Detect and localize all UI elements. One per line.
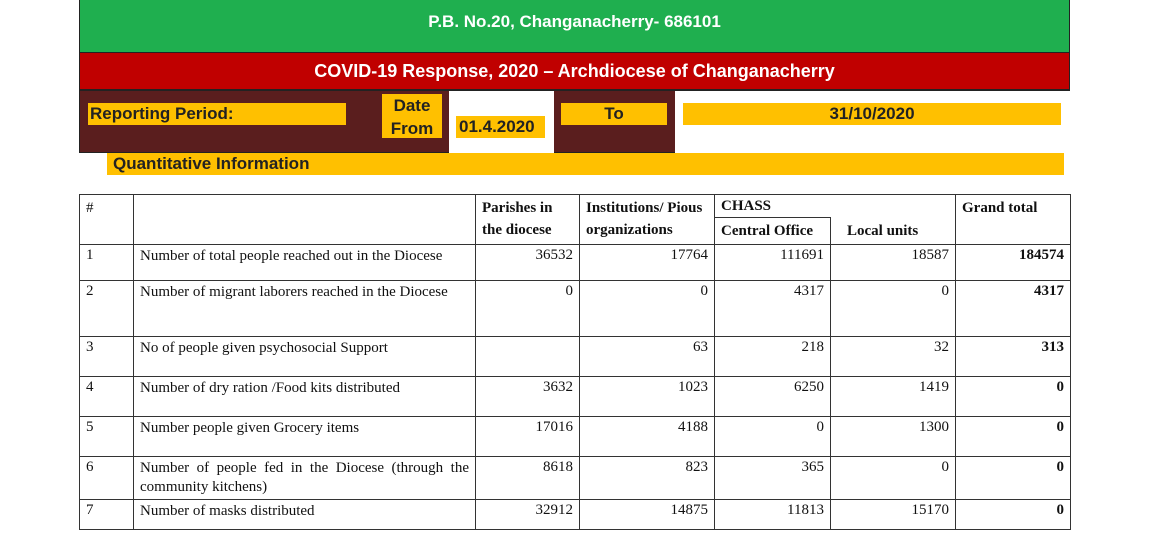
row-institutions-value: 1023: [580, 377, 715, 417]
col-parishes-header: Parishes in the diocese: [476, 195, 580, 245]
row-local-units-value: 18587: [831, 245, 956, 281]
row-institutions-value: 0: [580, 281, 715, 337]
row-description: Number of dry ration /Food kits distributed: [134, 377, 476, 417]
table-row: [80, 245, 1071, 281]
row-central-office-value: 218: [715, 337, 831, 377]
row-institutions-value: 17764: [580, 245, 715, 281]
col-num-header: #: [80, 195, 134, 245]
row-parishes-value: 36532: [476, 245, 580, 281]
row-central-office-value: 111691: [715, 245, 831, 281]
row-central-office-value: 4317: [715, 281, 831, 337]
col-central-header: Central Office: [715, 218, 831, 245]
section-title: Quantitative Information: [107, 153, 1064, 175]
date-from-line2: From: [390, 119, 434, 138]
row-grand-total-value: 0: [956, 417, 1071, 457]
row-number: 7: [80, 500, 134, 530]
to-label: To: [561, 103, 667, 125]
row-parishes-value: 3632: [476, 377, 580, 417]
row-description: Number of total people reached out in the Diocese: [134, 245, 476, 281]
row-central-office-value: 6250: [715, 377, 831, 417]
col-total-header: Grand total: [956, 195, 1071, 245]
row-institutions-value: 823: [580, 457, 715, 500]
statistics-table: [79, 194, 1071, 530]
table-row: [80, 457, 1071, 500]
row-description: Number of people fed in the Diocese (through the community kitchens): [134, 457, 476, 500]
row-number: 6: [80, 457, 134, 500]
row-grand-total-value: 4317: [956, 281, 1071, 337]
row-central-office-value: 11813: [715, 500, 831, 530]
row-local-units-value: 1419: [831, 377, 956, 417]
reporting-period-label: Reporting Period:: [88, 103, 346, 125]
row-local-units-value: 32: [831, 337, 956, 377]
date-from-label: [382, 94, 442, 138]
row-local-units-value: 15170: [831, 500, 956, 530]
table-row: [80, 500, 1071, 530]
row-description: Number of migrant laborers reached in the Diocese: [134, 281, 476, 337]
address-text: P.B. No.20, Changanacherry- 686101: [428, 12, 721, 31]
table-row: [80, 337, 1071, 377]
col-chass-header: CHASS: [715, 195, 956, 218]
title-banner: [79, 52, 1070, 90]
row-local-units-value: 1300: [831, 417, 956, 457]
row-grand-total-value: 0: [956, 457, 1071, 500]
table-row: [80, 281, 1071, 337]
row-number: 3: [80, 337, 134, 377]
row-grand-total-value: 313: [956, 337, 1071, 377]
col-institutions-header: Institutions/ Pious organizations: [580, 195, 715, 245]
page-title: COVID-19 Response, 2020 – Archdiocese of Changanacherry: [314, 61, 835, 81]
row-grand-total-value: 0: [956, 500, 1071, 530]
row-description: Number people given Grocery items: [134, 417, 476, 457]
row-number: 5: [80, 417, 134, 457]
to-date-value: 31/10/2020: [683, 103, 1061, 125]
row-central-office-value: 0: [715, 417, 831, 457]
row-number: 1: [80, 245, 134, 281]
row-parishes-value: 32912: [476, 500, 580, 530]
row-central-office-value: 365: [715, 457, 831, 500]
table-row: [80, 377, 1071, 417]
row-parishes-value: 0: [476, 281, 580, 337]
row-parishes-value: [476, 337, 580, 377]
col-desc-header: [134, 195, 476, 245]
row-institutions-value: 14875: [580, 500, 715, 530]
row-grand-total-value: 184574: [956, 245, 1071, 281]
row-local-units-value: 0: [831, 457, 956, 500]
row-grand-total-value: 0: [956, 377, 1071, 417]
row-institutions-value: 4188: [580, 417, 715, 457]
row-number: 2: [80, 281, 134, 337]
row-parishes-value: 8618: [476, 457, 580, 500]
row-institutions-value: 63: [580, 337, 715, 377]
row-parishes-value: 17016: [476, 417, 580, 457]
table-row: [80, 417, 1071, 457]
row-description: Number of masks distributed: [134, 500, 476, 530]
table-header-row-1: [80, 195, 1071, 218]
row-local-units-value: 0: [831, 281, 956, 337]
col-local-header: Local units: [831, 218, 956, 245]
row-number: 4: [80, 377, 134, 417]
reporting-period-row: [79, 90, 1070, 153]
from-date-value: 01.4.2020: [456, 116, 545, 138]
row-description: No of people given psychosocial Support: [134, 337, 476, 377]
date-from-line1: Date: [393, 96, 431, 115]
address-banner: [79, 0, 1070, 52]
